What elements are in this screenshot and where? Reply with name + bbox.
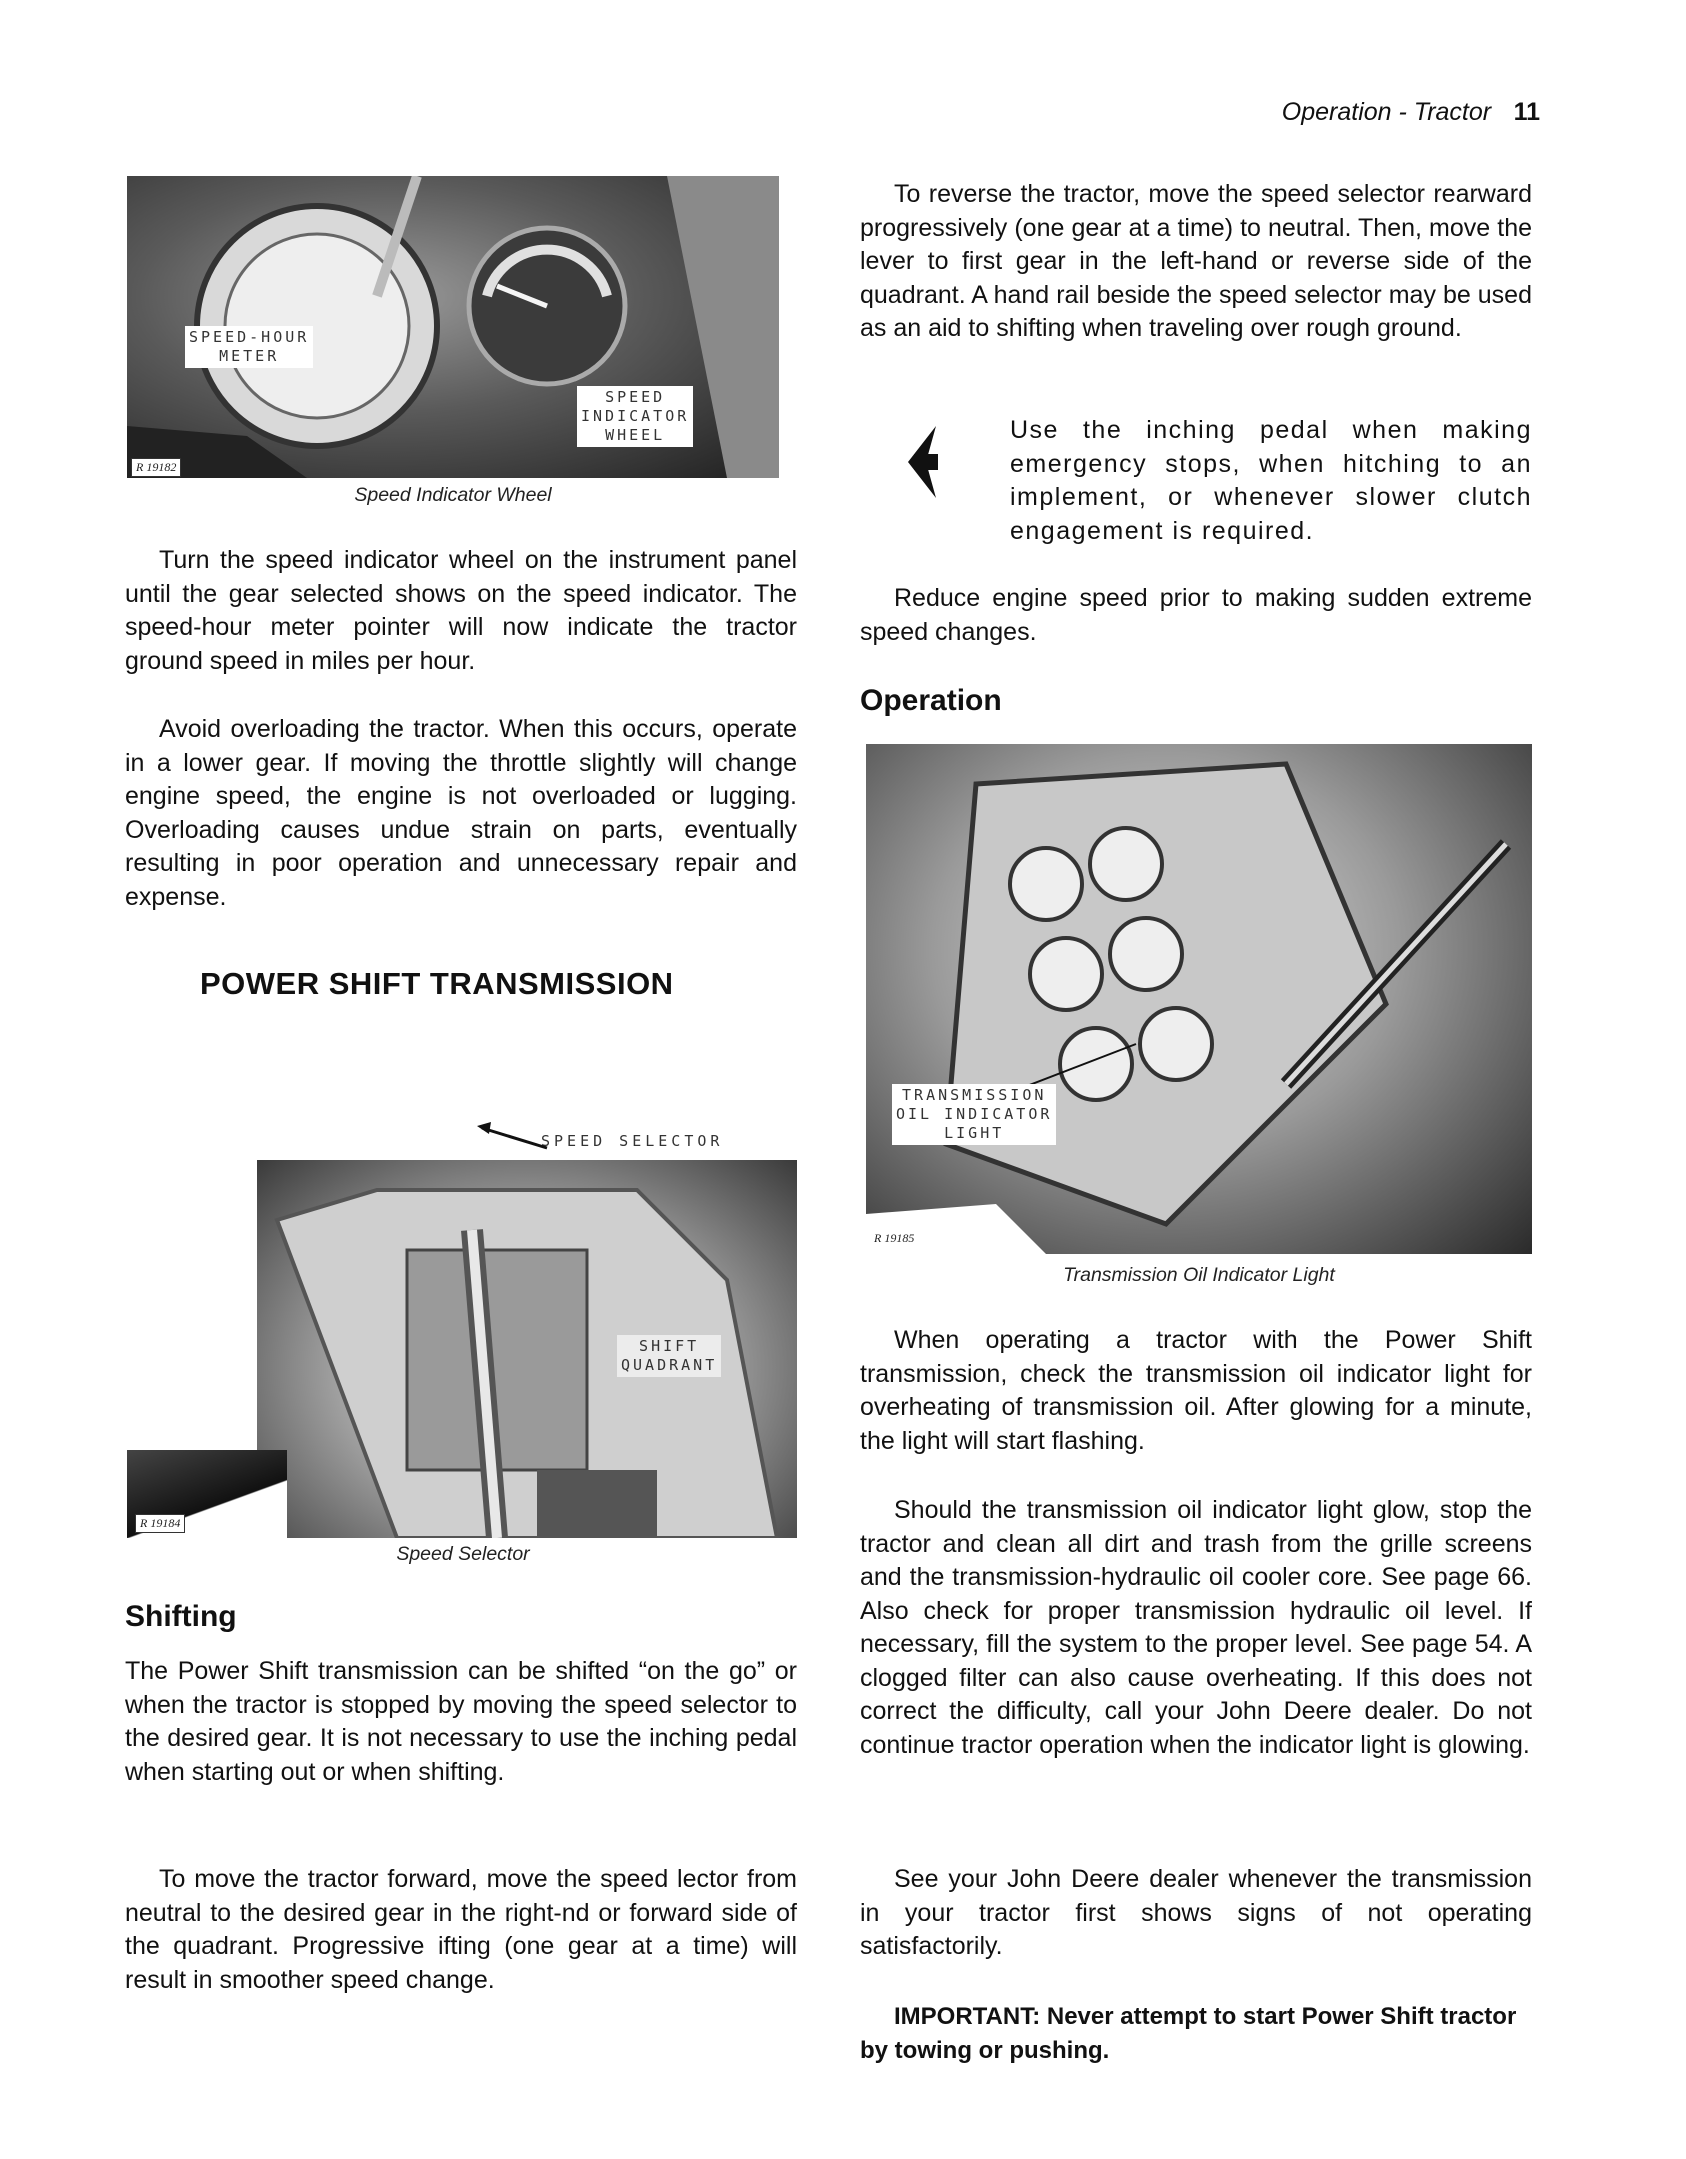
para-see-dealer: See your John Deere dealer whenever the transmission in your tractor first shows signs of not operating satisfactorily. — [860, 1865, 1532, 1960]
label-speed-hour-meter: SPEED-HOUR METER — [185, 326, 313, 368]
header-section: Operation - Tractor — [1281, 98, 1492, 126]
caption-speed-indicator-wheel: Speed Indicator Wheel — [354, 484, 552, 506]
figure-number: R 19182 — [131, 458, 181, 477]
heading-shifting: Shifting — [125, 1600, 237, 1633]
oil-indicator-photo — [866, 744, 1532, 1254]
para-should-glow: Should the transmission oil indicator light glow, stop the tractor and clean all dirt and trash from the grille screens and the transmission-hydraulic oil cooler core. See page 66. Also check for proper transmission hydraulic oil level. If necessary, fill the system to the proper level. See page 54. A clogged filter can also cause overheating. If this does not correct the difficulty, call your John Deere dealer. Do not continue tractor operation when the indicator light is glowing. — [860, 1496, 1532, 1759]
page-number: 11 — [1513, 98, 1540, 126]
section-heading-power-shift: POWER SHIFT TRANSMISSION — [200, 966, 674, 1001]
para-reverse: To reverse the tractor, move the speed selector rearward progressively (one gear at a time) to neutral. Then, move the lever to first gear in the left-hand or reverse side of the quadrant. A hand rail beside the speed selector may be used as an aid to shifting when traveling over rough ground. — [860, 180, 1532, 342]
speed-selector-figure — [127, 1110, 799, 1538]
label-speed-indicator-wheel: SPEED INDICATOR WHEEL — [577, 386, 693, 447]
figure-number: R 19184 — [135, 1514, 185, 1533]
oil-indicator-illustration — [866, 744, 1532, 1254]
caption-oil-indicator-light: Transmission Oil Indicator Light — [1063, 1264, 1335, 1286]
note-inching-pedal: Use the inching pedal when making emergency stops, when hitching to an implement, or whenever slower clutch engagement is required. — [1010, 416, 1532, 545]
heading-operation: Operation — [860, 684, 1002, 717]
page-header — [1180, 98, 1540, 134]
caption-speed-selector: Speed Selector — [396, 1543, 530, 1565]
figure-number: R 19185 — [870, 1230, 918, 1247]
speed-indicator-photo — [127, 176, 779, 478]
label-speed-selector: SPEED SELECTOR — [541, 1132, 724, 1150]
para-forward: To move the tractor forward, move the speed lector from neutral to the desired gear in the right-nd or forward side of the quadrant. Progressive ifting (one gear at a time) will result in smoother speed change. — [125, 1865, 797, 1994]
label-oil-indicator-light: TRANSMISSION OIL INDICATOR LIGHT — [892, 1084, 1056, 1145]
arrow-icon — [477, 1120, 557, 1150]
para-oil-light: When operating a tractor with the Power Shift transmission, check the transmission oil indicator light for overheating of transmission oil. After glowing for a minute, the light will start flashing. — [860, 1326, 1532, 1455]
caution-hand-icon — [900, 422, 940, 502]
para-speed-wheel: Turn the speed indicator wheel on the instrument panel until the gear selected shows on the speed indicator. The speed-hour meter pointer will now indicate the tractor ground speed in miles per hour. — [125, 546, 797, 675]
para-reduce-engine: Reduce engine speed prior to making sudden extreme speed changes. — [860, 584, 1532, 646]
para-overload: Avoid overloading the tractor. When this occurs, operate in a lower gear. If moving the throttle slightly will change engine speed, the engine is not overloaded or lugging. Overloading causes undue strain on parts, eventually resulting in poor operation and unnecessary repair and expense. — [125, 715, 797, 911]
important-notice: IMPORTANT: Never attempt to start Power Shift tractor by towing or pushing. — [860, 2003, 1517, 2064]
speed-selector-photo — [257, 1160, 797, 1538]
label-shift-quadrant: SHIFT QUADRANT — [617, 1335, 721, 1377]
para-shifting: The Power Shift transmission can be shifted “on the go” or when the tractor is stopped by moving the speed selector to the desired gear. It is not necessary to use the inching pedal when starting out or when shifting. — [125, 1657, 797, 1786]
